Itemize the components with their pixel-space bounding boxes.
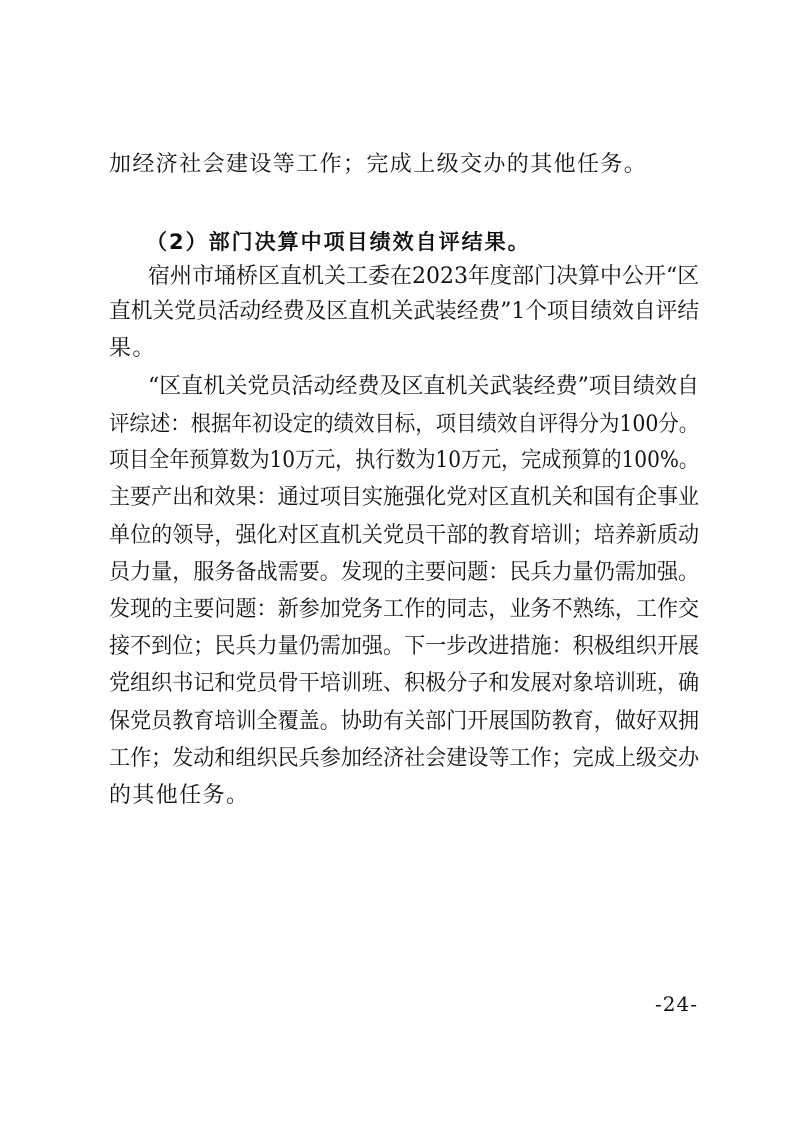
paragraph-line: 评综述：根据年初设定的绩效目标，项目绩效自评得分为100分。 — [109, 412, 700, 437]
paragraph-line: 党组织书记和党员骨干培训班、积极分子和发展对象培训班，确 — [109, 671, 700, 696]
paragraph-line: 宿州市埇桥区直机关工委在2023年度部门决算中公开“区 — [148, 264, 700, 289]
paragraph-line: 员力量，服务备战需要。发现的主要问题：民兵力量仍需加强。 — [109, 560, 700, 585]
paragraph-line: 单位的领导，强化对区直机关党员干部的教育培训；培养新质动 — [109, 523, 700, 548]
paragraph-line: “区直机关党员活动经费及区直机关武装经费”项目绩效自 — [148, 374, 699, 399]
paragraph-line: 项目全年预算数为10万元，执行数为10万元，完成预算的100%。 — [109, 448, 699, 473]
paragraph-line: 工作；发动和组织民兵参加经济社会建设等工作；完成上级交办 — [109, 746, 700, 771]
continued-text-line: 加经济社会建设等工作；完成上级交办的其他任务。 — [109, 152, 648, 177]
paragraph-line: 主要产出和效果：通过项目实施强化党对区直机关和国有企事业 — [109, 485, 700, 510]
paragraph-line: 接不到位；民兵力量仍需加强。下一步改进措施：积极组织开展 — [109, 634, 700, 659]
paragraph-line: 的其他任务。 — [109, 783, 250, 808]
paragraph-line: 果。 — [109, 336, 156, 361]
paragraph-line: 发现的主要问题：新参加党务工作的同志，业务不熟练，工作交 — [109, 597, 700, 622]
section-heading: （2）部门决算中项目绩效自评结果。 — [146, 230, 531, 254]
page-number: -24- — [655, 992, 698, 1016]
paragraph-line: 直机关党员活动经费及区直机关武装经费”1个项目绩效自评结 — [109, 299, 700, 324]
paragraph-line: 保党员教育培训全覆盖。协助有关部门开展国防教育，做好双拥 — [109, 709, 700, 734]
